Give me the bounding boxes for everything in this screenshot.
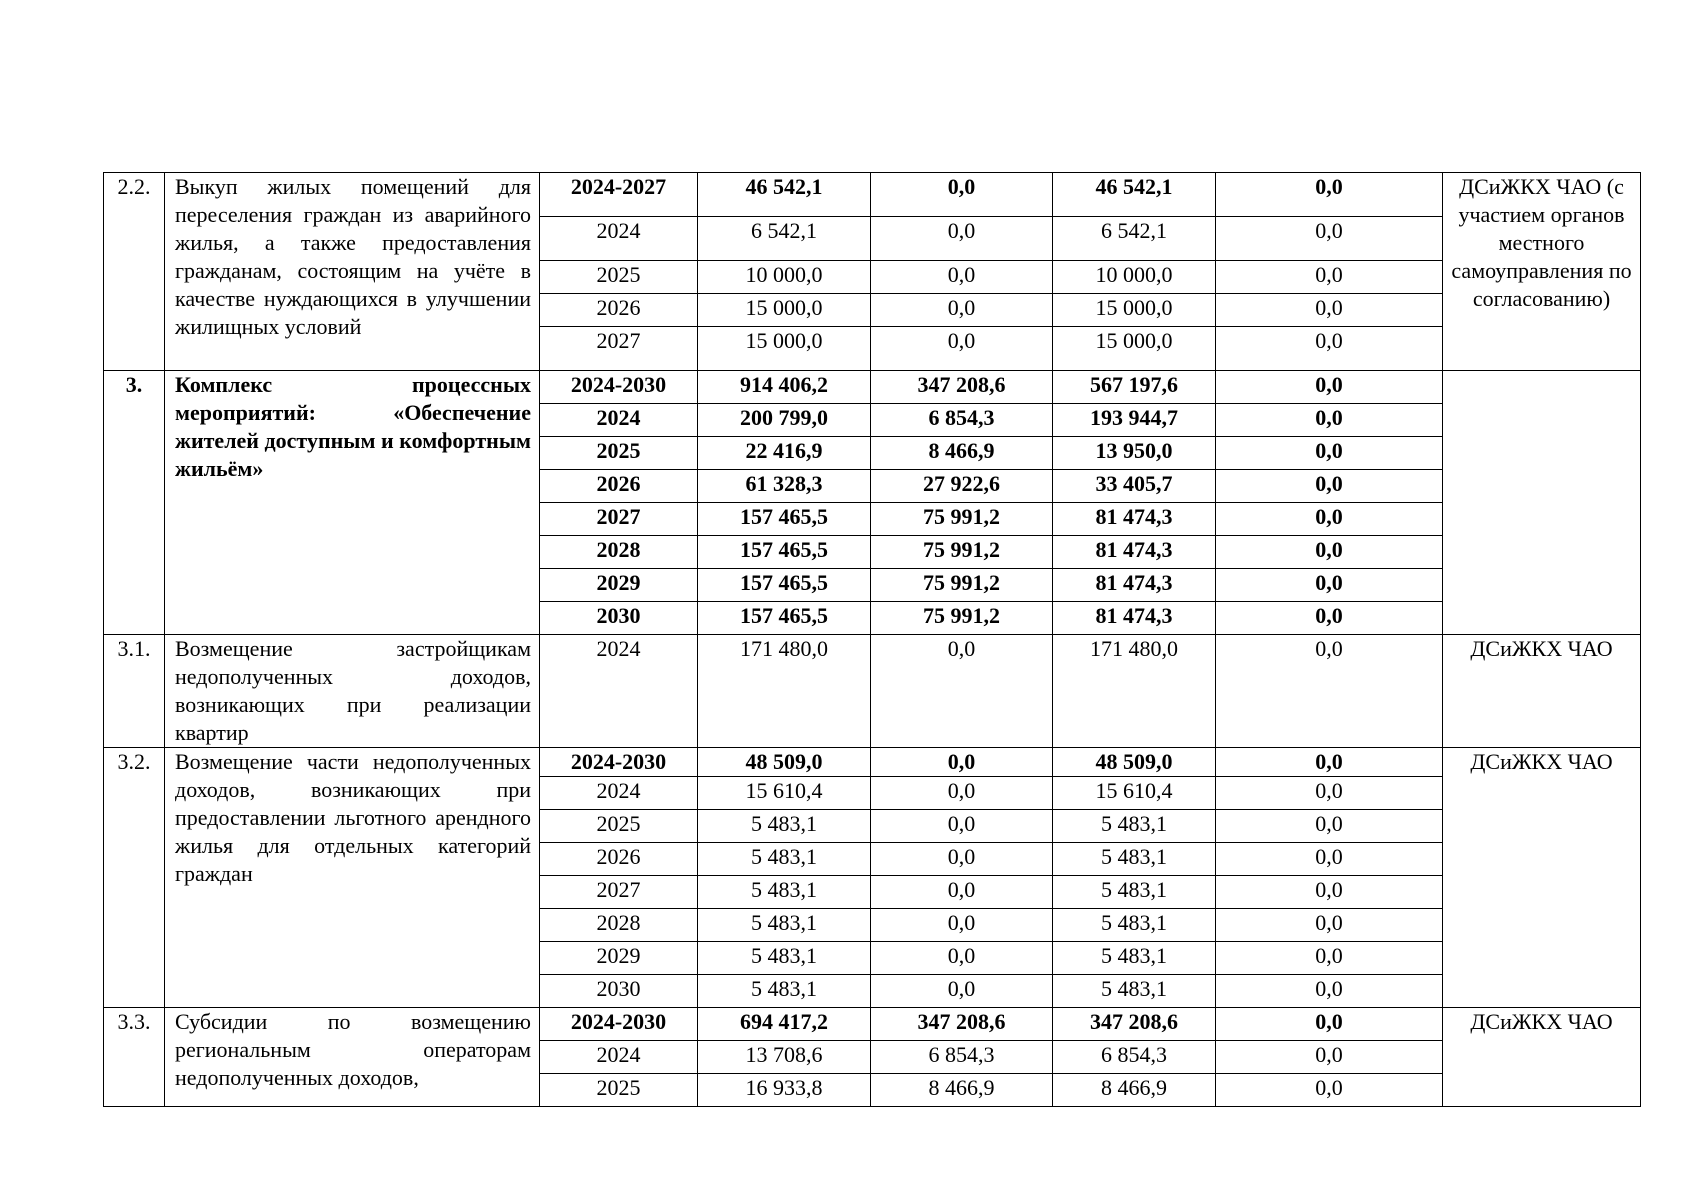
value-cell: 0,0 [1216,294,1443,327]
value-cell: 48 509,0 [1053,748,1216,777]
responsible-organization: ДСиЖКХ ЧАО (с участием органов местного самоуправления по согласованию) [1443,173,1641,371]
row-description: Комплекс процессных мероприятий: «Обеспечение жителей доступным и комфортным жильём» [165,371,540,635]
total-cell: 914 406,2 [698,371,871,404]
value-cell: 0,0 [1216,437,1443,470]
table-row [104,635,1641,748]
value-cell: 0,0 [871,261,1053,294]
value-cell: 0,0 [871,975,1053,1008]
total-cell: 5 483,1 [698,876,871,909]
period-cell: 2026 [540,843,698,876]
value-cell: 0,0 [871,777,1053,810]
row-number: 2.2. [104,173,165,371]
value-cell: 6 854,3 [1053,1041,1216,1074]
value-cell: 0,0 [871,294,1053,327]
row-number: 3.3. [104,1008,165,1107]
value-cell: 5 483,1 [1053,942,1216,975]
value-cell: 10 000,0 [1053,261,1216,294]
period-cell: 2024 [540,777,698,810]
value-cell: 75 991,2 [871,503,1053,536]
period-cell: 2028 [540,536,698,569]
table-row [104,173,1641,217]
value-cell: 0,0 [1216,261,1443,294]
responsible-organization [1443,371,1641,635]
total-cell: 6 542,1 [698,217,871,261]
value-cell: 81 474,3 [1053,503,1216,536]
value-cell: 0,0 [1216,536,1443,569]
value-cell: 347 208,6 [871,1008,1053,1041]
total-cell: 22 416,9 [698,437,871,470]
period-cell: 2027 [540,876,698,909]
value-cell: 0,0 [1216,777,1443,810]
period-cell: 2024-2030 [540,1008,698,1041]
value-cell: 0,0 [1216,503,1443,536]
value-cell: 0,0 [1216,470,1443,503]
value-cell: 0,0 [1216,217,1443,261]
table-row [104,1008,1641,1041]
value-cell: 0,0 [1216,404,1443,437]
value-cell: 0,0 [871,942,1053,975]
value-cell: 0,0 [871,810,1053,843]
total-cell: 5 483,1 [698,975,871,1008]
period-cell: 2024 [540,217,698,261]
document-page [103,172,1640,1107]
total-cell: 157 465,5 [698,536,871,569]
period-cell: 2026 [540,294,698,327]
table-row [104,371,1641,404]
value-cell: 5 483,1 [1053,810,1216,843]
value-cell: 8 466,9 [1053,1074,1216,1107]
period-cell: 2025 [540,437,698,470]
total-cell: 48 509,0 [698,748,871,777]
value-cell: 33 405,7 [1053,470,1216,503]
value-cell: 6 854,3 [871,404,1053,437]
value-cell: 0,0 [1216,1041,1443,1074]
period-cell: 2029 [540,569,698,602]
value-cell: 5 483,1 [1053,843,1216,876]
value-cell: 193 944,7 [1053,404,1216,437]
value-cell: 15 000,0 [1053,327,1216,371]
value-cell: 8 466,9 [871,1074,1053,1107]
value-cell: 0,0 [871,748,1053,777]
row-description: Возмещение застройщикам недополученных доходов, возникающих при реализации квартир [165,635,540,748]
value-cell: 81 474,3 [1053,602,1216,635]
value-cell: 5 483,1 [1053,876,1216,909]
total-cell: 5 483,1 [698,942,871,975]
value-cell: 6 542,1 [1053,217,1216,261]
total-cell: 15 000,0 [698,327,871,371]
total-cell: 5 483,1 [698,810,871,843]
row-description: Выкуп жилых помещений для переселения граждан из аварийного жилья, а также предоставления гражданам, состоящим на учёте в качестве нуждающихся в улучшении жилищных условий [165,173,540,371]
value-cell: 0,0 [871,635,1053,748]
value-cell: 5 483,1 [1053,909,1216,942]
value-cell: 0,0 [1216,1008,1443,1041]
value-cell: 0,0 [1216,371,1443,404]
total-cell: 200 799,0 [698,404,871,437]
value-cell: 0,0 [871,173,1053,217]
total-cell: 46 542,1 [698,173,871,217]
total-cell: 157 465,5 [698,569,871,602]
row-number: 3.1. [104,635,165,748]
value-cell: 0,0 [871,327,1053,371]
period-cell: 2030 [540,602,698,635]
value-cell: 0,0 [1216,843,1443,876]
value-cell: 0,0 [1216,876,1443,909]
value-cell: 46 542,1 [1053,173,1216,217]
period-cell: 2024-2030 [540,371,698,404]
period-cell: 2025 [540,1074,698,1107]
row-number: 3.2. [104,748,165,1008]
total-cell: 157 465,5 [698,602,871,635]
value-cell: 0,0 [1216,173,1443,217]
total-cell: 10 000,0 [698,261,871,294]
period-cell: 2026 [540,470,698,503]
total-cell: 171 480,0 [698,635,871,748]
value-cell: 0,0 [871,876,1053,909]
value-cell: 15 000,0 [1053,294,1216,327]
value-cell: 0,0 [1216,569,1443,602]
value-cell: 27 922,6 [871,470,1053,503]
value-cell: 15 610,4 [1053,777,1216,810]
value-cell: 0,0 [1216,909,1443,942]
value-cell: 6 854,3 [871,1041,1053,1074]
value-cell: 8 466,9 [871,437,1053,470]
row-description: Возмещение части недополученных доходов, возникающих при предоставлении льготного арендного жилья для отдельных категорий граждан [165,748,540,1008]
total-cell: 694 417,2 [698,1008,871,1041]
value-cell: 0,0 [1216,942,1443,975]
value-cell: 0,0 [1216,1074,1443,1107]
value-cell: 347 208,6 [871,371,1053,404]
value-cell: 75 991,2 [871,602,1053,635]
period-cell: 2024 [540,635,698,748]
value-cell: 0,0 [871,217,1053,261]
row-description: Субсидии по возмещению региональным операторам недополученных доходов, [165,1008,540,1107]
value-cell: 0,0 [1216,635,1443,748]
period-cell: 2024 [540,404,698,437]
responsible-organization: ДСиЖКХ ЧАО [1443,1008,1641,1107]
period-cell: 2030 [540,975,698,1008]
period-cell: 2027 [540,327,698,371]
period-cell: 2024-2030 [540,748,698,777]
total-cell: 157 465,5 [698,503,871,536]
funding-table [103,172,1641,1107]
total-cell: 16 933,8 [698,1074,871,1107]
value-cell: 567 197,6 [1053,371,1216,404]
total-cell: 61 328,3 [698,470,871,503]
row-number: 3. [104,371,165,635]
responsible-organization: ДСиЖКХ ЧАО [1443,635,1641,748]
value-cell: 0,0 [871,909,1053,942]
value-cell: 75 991,2 [871,569,1053,602]
total-cell: 15 000,0 [698,294,871,327]
period-cell: 2025 [540,261,698,294]
value-cell: 0,0 [1216,975,1443,1008]
total-cell: 15 610,4 [698,777,871,810]
value-cell: 81 474,3 [1053,536,1216,569]
value-cell: 0,0 [1216,810,1443,843]
responsible-organization: ДСиЖКХ ЧАО [1443,748,1641,1008]
table-row [104,748,1641,777]
value-cell: 347 208,6 [1053,1008,1216,1041]
value-cell: 0,0 [871,843,1053,876]
total-cell: 5 483,1 [698,843,871,876]
value-cell: 0,0 [1216,327,1443,371]
total-cell: 5 483,1 [698,909,871,942]
value-cell: 75 991,2 [871,536,1053,569]
value-cell: 5 483,1 [1053,975,1216,1008]
value-cell: 0,0 [1216,602,1443,635]
value-cell: 81 474,3 [1053,569,1216,602]
value-cell: 0,0 [1216,748,1443,777]
period-cell: 2028 [540,909,698,942]
period-cell: 2024 [540,1041,698,1074]
period-cell: 2025 [540,810,698,843]
period-cell: 2027 [540,503,698,536]
period-cell: 2029 [540,942,698,975]
total-cell: 13 708,6 [698,1041,871,1074]
period-cell: 2024-2027 [540,173,698,217]
value-cell: 171 480,0 [1053,635,1216,748]
value-cell: 13 950,0 [1053,437,1216,470]
